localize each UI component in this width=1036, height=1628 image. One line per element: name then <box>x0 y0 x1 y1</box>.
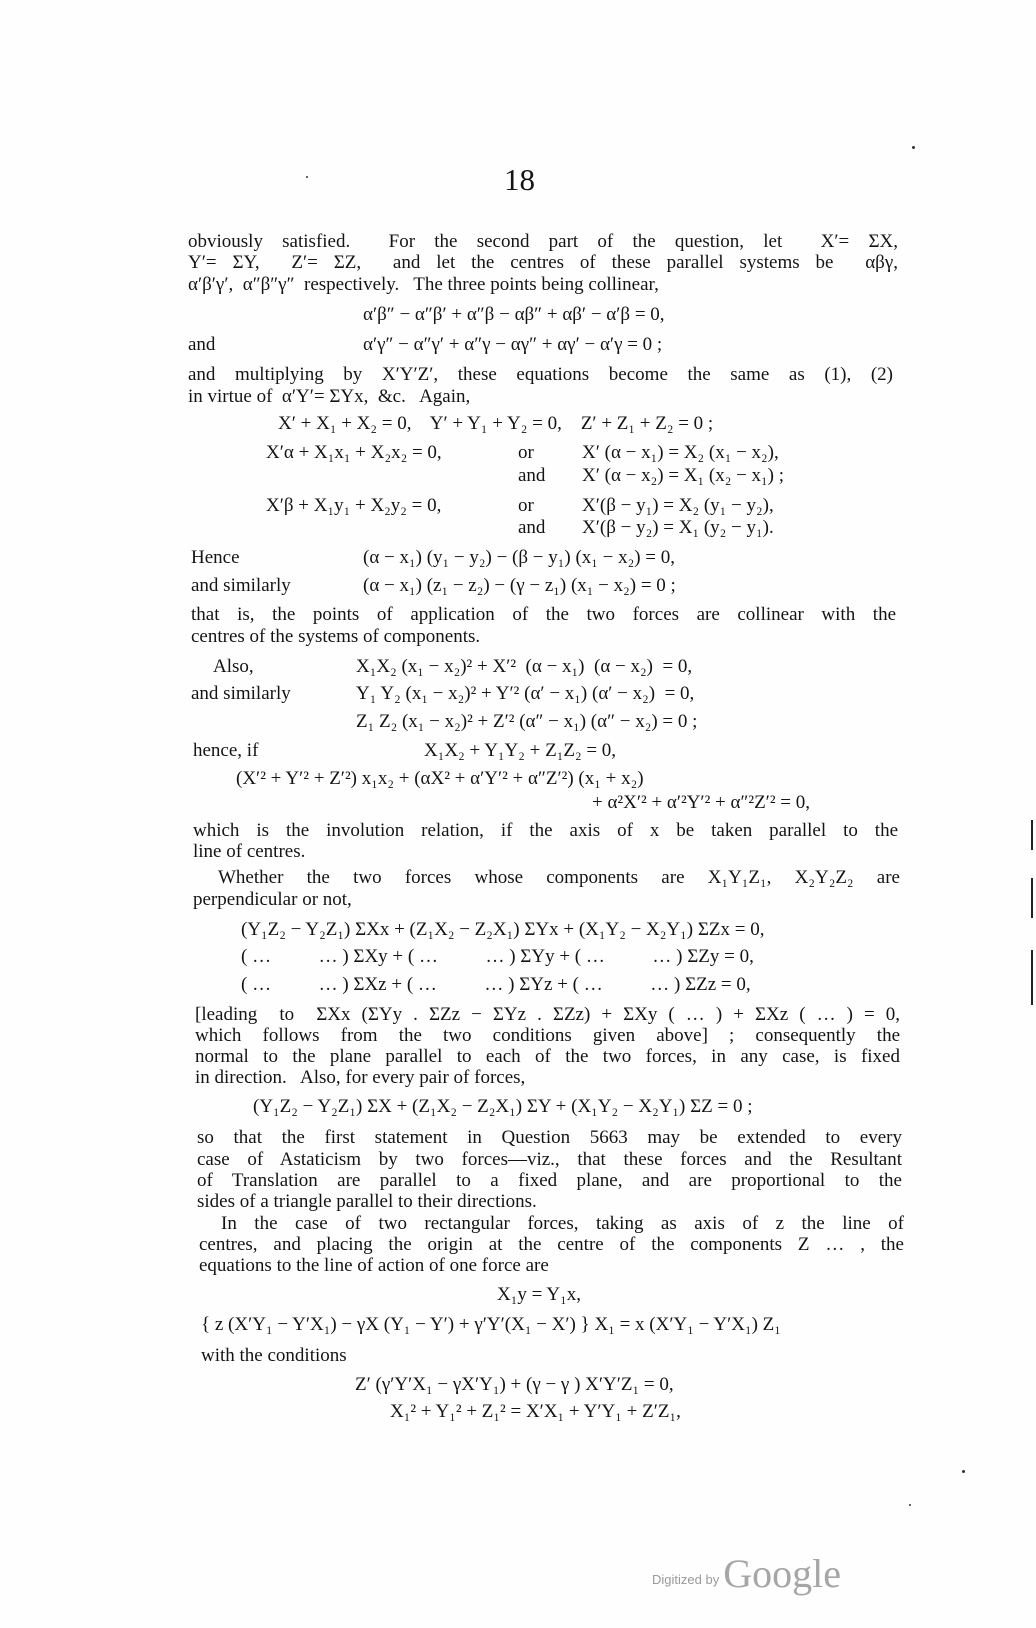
equation: X′(β − y₁) = X₂ (y₁ − y₂), <box>582 495 774 516</box>
equation: (X′² + Y′² + Z′²) x₁x₂ + (αX² + α′Y′² + α″Z′²) (x₁ + x₂) <box>236 768 644 789</box>
equation: Y₁ Y₂ (x₁ − x₂)² + Y′² (α′ − x₁) (α′ − x₂) = 0, <box>356 683 695 704</box>
equation: (α − x₁) (y₁ − y₂) − (β − y₁) (x₁ − x₂) = 0, <box>363 547 676 568</box>
equation: X₁X₂ (x₁ − x₂)² + X′² (α − x₁) (α − x₂) = 0, <box>356 656 693 677</box>
text-line: case of Astaticism by two forces—viz., that these forces and the Resultant <box>197 1149 902 1170</box>
text-line: α′β′γ′, α″β″γ″ respectively. The three points being collinear, <box>188 274 659 295</box>
text-line: Also, <box>213 656 254 677</box>
text-line: and <box>188 334 216 355</box>
text-line: centres, and placing the origin at the centre of the components Z … , the <box>199 1234 904 1255</box>
equation: X′α + X₁x₁ + X₂x₂ = 0, <box>266 442 442 463</box>
page-edge-mark <box>1031 878 1033 918</box>
dust-dot <box>912 146 915 149</box>
google-watermark <box>652 1550 841 1597</box>
text-line: so that the first statement in Question 5663 may be extended to every <box>197 1127 902 1148</box>
text-line: or <box>518 442 534 463</box>
text-line: sides of a triangle parallel to their directions. <box>197 1191 537 1212</box>
equation: X′ (α − x₂) = X₁ (x₂ − x₁) ; <box>582 465 785 486</box>
text-line: and similarly <box>191 683 291 704</box>
equation: (Y₁Z₂ − Y₂Z₁) ΣX + (Z₁X₂ − Z₂X₁) ΣY + (X₁Y₂ − X₂Y₁) ΣZ = 0 ; <box>253 1096 753 1117</box>
text-line: in direction. Also, for every pair of forces, <box>195 1067 526 1088</box>
equation: X′ (α − x₁) = X₂ (x₁ − x₂), <box>582 442 779 463</box>
text-line: line of centres. <box>193 841 306 862</box>
equation: X′(β − y₂) = X₁ (y₂ − y₁). <box>582 517 774 538</box>
text-line: obviously satisfied. For the second part of the question, let X′= ΣX, <box>188 231 898 252</box>
text-line: which follows from the two conditions given above] ; consequently the <box>195 1025 900 1046</box>
text-line: normal to the plane parallel to each of the two forces, in any case, is fixed <box>195 1046 900 1067</box>
text-line: in virtue of α′Y′= ΣYx, &c. Again, <box>188 386 471 407</box>
watermark-prefix: Digitized by <box>652 1572 720 1587</box>
text-line: centres of the systems of components. <box>191 626 481 647</box>
text-line: Whether the two forces whose components are X₁Y₁Z₁, X₂Y₂Z₂ are <box>218 867 900 888</box>
text-line: and similarly <box>191 575 291 596</box>
equation: + α²X′² + α′²Y′² + α″²Z′² = 0, <box>592 792 810 813</box>
page-edge-mark <box>1031 950 1033 1005</box>
text-line: that is, the points of application of the two forces are collinear with the <box>191 604 896 625</box>
text-line: equations to the line of action of one force are <box>199 1255 549 1276</box>
text-line: and <box>518 465 546 486</box>
dust-dot <box>962 1470 965 1473</box>
page-edge-mark <box>1031 820 1033 850</box>
equation: X₁² + Y₁² + Z₁² = X′X₁ + Y′Y₁ + Z′Z₁, <box>390 1401 681 1422</box>
text-line: In the case of two rectangular forces, taking as axis of z the line of <box>221 1213 904 1234</box>
equation: X₁y = Y₁x, <box>497 1284 581 1305</box>
text-line: or <box>518 495 534 516</box>
equation: (α − x₁) (z₁ − z₂) − (γ − z₁) (x₁ − x₂) = 0 ; <box>363 575 676 596</box>
text-line: which is the involution relation, if the axis of x be taken parallel to the <box>193 820 898 841</box>
text-line: Hence <box>191 547 240 568</box>
equation: ( … … ) ΣXy + ( … … ) ΣYy + ( … … ) ΣZy = 0, <box>241 946 754 967</box>
text-line: and <box>518 517 546 538</box>
equation: α′γ″ − α″γ′ + α″γ − αγ″ + αγ′ − α′γ = 0 ; <box>363 334 663 355</box>
dust-dot <box>909 1504 911 1506</box>
text-line: with the conditions <box>201 1345 347 1366</box>
text-line: [leading to ΣXx (ΣYy . ΣZz − ΣYz . ΣZz) + ΣXy ( … ) + ΣXz ( … ) = 0, <box>195 1004 900 1025</box>
equation: (Y₁Z₂ − Y₂Z₁) ΣXx + (Z₁X₂ − Z₂X₁) ΣYx + (X₁Y₂ − X₂Y₁) ΣZx = 0, <box>241 919 765 940</box>
text-line: and multiplying by X′Y′Z′, these equations become the same as (1), (2) <box>188 364 893 385</box>
equation: ( … … ) ΣXz + ( … … ) ΣYz + ( … … ) ΣZz = 0, <box>241 974 751 995</box>
equation: α′β″ − α″β′ + α″β − αβ″ + αβ′ − α′β = 0, <box>363 304 665 325</box>
google-logo: Google <box>723 1551 841 1596</box>
equation: Z′ (γ′Y′X₁ − γX′Y₁) + (γ − γ ) X′Y′Z₁ = 0, <box>355 1374 674 1395</box>
text-line: Y′= ΣY, Z′= ΣZ, and let the centres of these parallel systems be αβγ, <box>188 252 898 273</box>
text-line: perpendicular or not, <box>193 889 352 910</box>
equation: X′ + X₁ + X₂ = 0, Y′ + Y₁ + Y₂ = 0, Z′ + Z₁ + Z₂ = 0 ; <box>278 413 714 434</box>
equation: { z (X′Y₁ − Y′X₁) − γX (Y₁ − Y′) + γ′Y′(X₁ − X′) } X₁ = x (X′Y₁ − Y′X₁) Z₁ <box>201 1314 781 1335</box>
text-line: hence, if <box>193 740 259 761</box>
equation: X₁X₂ + Y₁Y₂ + Z₁Z₂ = 0, <box>424 740 617 761</box>
equation: Z₁ Z₂ (x₁ − x₂)² + Z′² (α″ − x₁) (α″ − x₂) = 0 ; <box>356 711 698 732</box>
dust-dot <box>306 176 308 178</box>
text-line: of Translation are parallel to a fixed plane, and are proportional to the <box>197 1170 902 1191</box>
page-number: 18 <box>504 162 535 197</box>
equation: X′β + X₁y₁ + X₂y₂ = 0, <box>266 495 442 516</box>
